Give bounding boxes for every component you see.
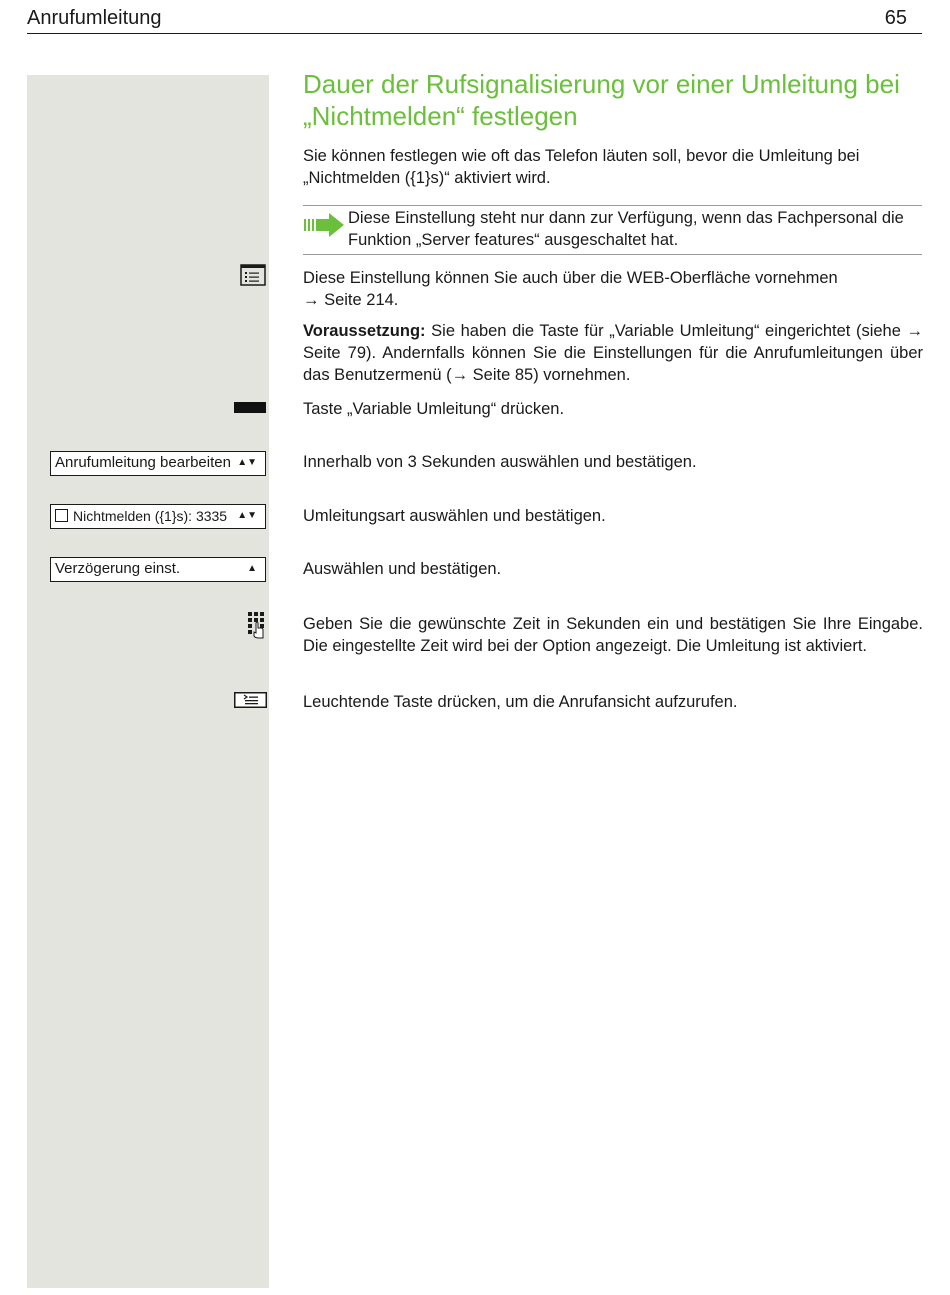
function-key-icon bbox=[234, 402, 266, 413]
up-down-arrow-icon: ▲▼ bbox=[237, 510, 257, 521]
prerequisite-paragraph bbox=[303, 320, 923, 386]
running-header-title: Anrufumleitung bbox=[27, 7, 162, 29]
list-settings-icon bbox=[240, 264, 266, 291]
arrow-note-icon bbox=[303, 212, 345, 243]
menu-key-icon bbox=[234, 692, 267, 713]
web-hint-text: Diese Einstellung können Sie auch über die WEB-Oberfläche vornehmen bbox=[303, 269, 838, 287]
menu-item-delay-setting[interactable] bbox=[50, 557, 266, 582]
up-down-arrow-icon: ▲▼ bbox=[237, 457, 257, 468]
page-number: 65 bbox=[884, 7, 907, 29]
step-text-5: Geben Sie die gewünschte Zeit in Sekunden ein und bestätigen Sie Ihre Eingabe. Die eingestellte Zeit wird bei der Option angezeigt. Die Umleitung ist aktiviert. bbox=[303, 615, 923, 655]
note-rule-bottom bbox=[303, 254, 922, 255]
menu-item-label: Verzögerung einst. bbox=[55, 560, 181, 577]
section-title: Dauer der Rufsignalisierung vor einer Umleitung bei „Nichtmelden“ festlegen bbox=[303, 69, 900, 131]
step-text-1: Taste „Variable Umleitung“ drücken. bbox=[303, 400, 565, 418]
checkbox-icon bbox=[55, 509, 68, 522]
web-hint bbox=[303, 267, 923, 311]
menu-item-edit-forwarding[interactable] bbox=[50, 451, 266, 476]
prerequisite-text: Sie haben die Taste für „Variable Umleitung“ eingerichtet (siehe → Seite 79). Andernfalls können Sie die Einstellungen für die Anrufumleitungen über das Benutzermenü (→ Seite 85) vornehmen. bbox=[303, 322, 923, 384]
note-rule-top bbox=[303, 205, 922, 206]
menu-item-label: Anrufumleitung bearbeiten bbox=[55, 454, 231, 471]
header-rule bbox=[27, 33, 922, 34]
sidebar-panel bbox=[27, 75, 269, 1288]
web-hint-page-link[interactable]: → Seite 214. bbox=[303, 291, 399, 309]
step-text-4: Auswählen und bestätigen. bbox=[303, 560, 502, 578]
menu-item-no-answer[interactable] bbox=[50, 504, 266, 529]
menu-item-label: Nichtmelden ({1}s): 3335 bbox=[73, 508, 228, 524]
prerequisite-label: Voraussetzung: bbox=[303, 322, 426, 340]
intro-paragraph: Sie können festlegen wie oft das Telefon läuten soll, bevor die Umleitung bei „Nichtmelden ({1}s)“ aktiviert wird. bbox=[303, 147, 860, 187]
step-text-6: Leuchtende Taste drücken, um die Anrufansicht aufzurufen. bbox=[303, 693, 738, 711]
note-text: Diese Einstellung steht nur dann zur Verfügung, wenn das Fachpersonal die Funktion „Server features“ ausgeschaltet hat. bbox=[348, 209, 904, 249]
keypad-icon bbox=[247, 611, 267, 644]
up-arrow-icon: ▲ bbox=[247, 563, 257, 574]
step-text-2: Innerhalb von 3 Sekunden auswählen und bestätigen. bbox=[303, 453, 697, 471]
step-text-3: Umleitungsart auswählen und bestätigen. bbox=[303, 507, 606, 525]
